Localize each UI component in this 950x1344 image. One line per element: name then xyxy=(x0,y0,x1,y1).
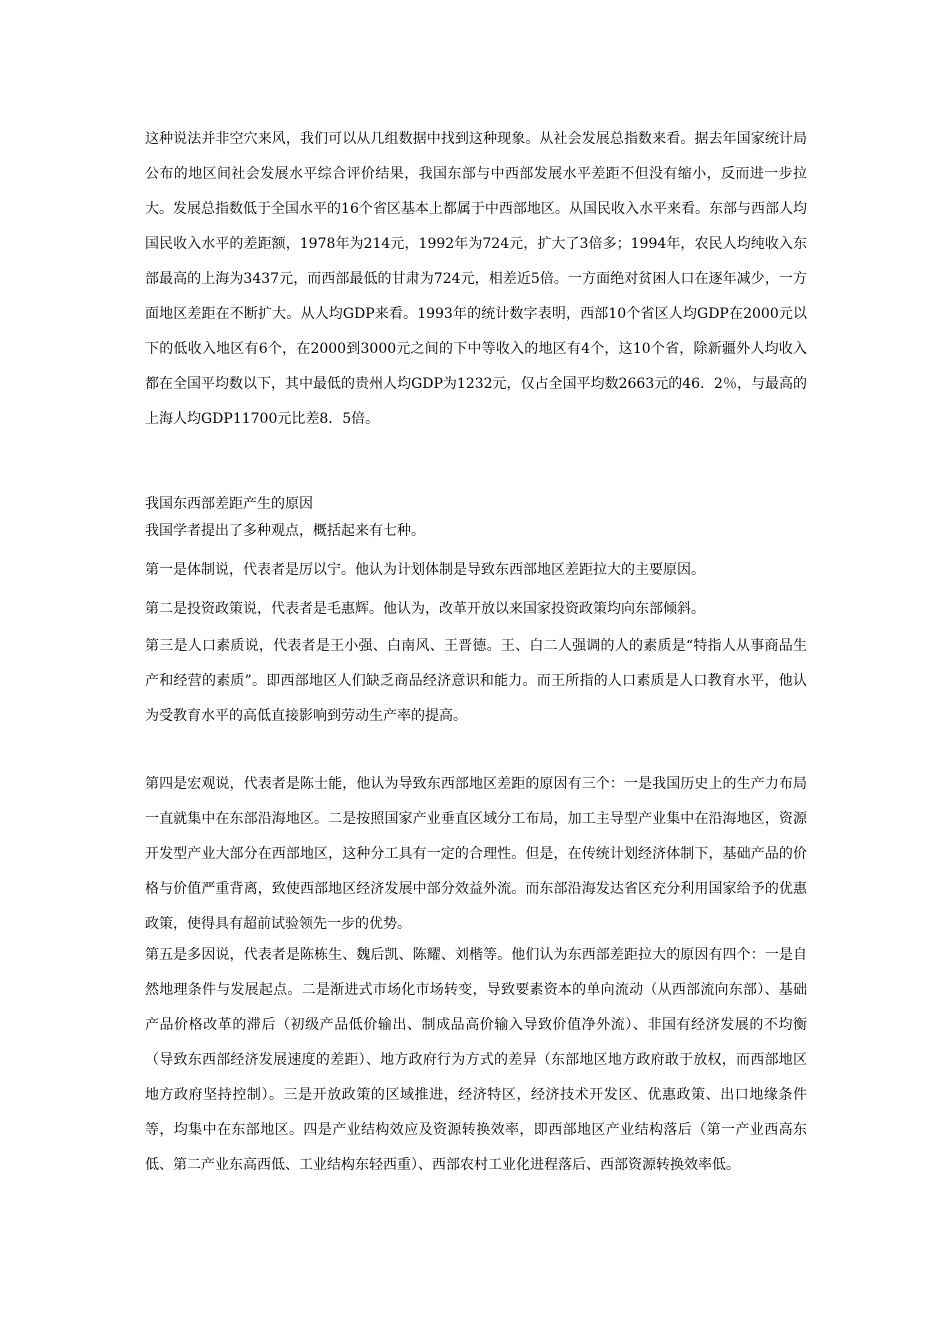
section-heading: 我国东西部差距产生的原因 xyxy=(145,496,313,512)
paragraph-statistics: 这种说法并非空穴来风，我们可以从几组数据中找到这种现象。从社会发展总指数来看。据去年国家统计局公布的地区间社会发展水平综合评价结果，我国东部与中西部发展水平差距不但没有缩小，反而进一步拉大。发展总指数低于全国水平的16个省区基本上都属于中西部地区。从国民收入水平来看。东部与西部人均国民收入水平的差距额，1978年为214元，1992年为724元，扩大了3倍多；1994年，农民人均纯收入东部最高的上海为3437元，而西部最低的甘肃为724元，相差近5倍。一方面绝对贫困人口在逐年减少，一方面地区差距在不断扩大。从人均GDP来看。1993年的统计数字表明，西部10个省区人均GDP在2000元以下的低收入地区有6个，在2000到3000元之间的下中等收入的地区有4个，这10个省，除新疆外人均收入都在全国平均数以下，其中最低的贵州人均GDP为1232元，仅占全国平均数2663元的46．2％，与最高的上海人均GDP11700元比差8．5倍。 xyxy=(145,131,807,427)
paragraph-viewpoint-4: 第四是宏观说，代表者是陈士能，他认为导致东西部地区差距的原因有三个：一是我国历史上的生产力布局一直就集中在东部沿海地区。二是按照国家产业垂直区域分工布局，加工主导型产业集中在沿海地区，资源开发型产业大部分在西部地区，这种分工具有一定的合理性。但是，在传统计划经济体制下，基础产品的价格与价值严重背离，致使西部地区经济发展中部分效益外流。而东部沿海发达省区充分利用国家给予的优惠政策，使得具有超前试验领先一步的优势。 xyxy=(145,776,807,932)
paragraph-intro: 我国学者提出了多种观点，概括起来有七种。 xyxy=(145,523,425,539)
paragraph-viewpoint-3: 第三是人口素质说，代表者是王小强、白南风、王晋德。王、白二人强调的人的素质是“特指人从事商品生产和经营的素质”。即西部地区人们缺乏商品经济意识和能力。而王所指的人口素质是人口教育水平，他认为受教育水平的高低直接影响到劳动生产率的提高。 xyxy=(145,638,807,724)
paragraph-viewpoint-2: 第二是投资政策说，代表者是毛惠辉。他认为，改革开放以来国家投资政策均向东部倾斜。 xyxy=(145,601,705,617)
paragraph-viewpoint-1: 第一是体制说，代表者是厉以宁。他认为计划体制是导致东西部地区差距拉大的主要原因。 xyxy=(145,562,705,578)
paragraph-viewpoint-5: 第五是多因说，代表者是陈栋生、魏后凯、陈耀、刘楷等。他们认为东西部差距拉大的原因有四个：一是自然地理条件与发展起点。二是渐进式市场化市场转变，导致要素资本的单向流动（从西部流向东部）、基础产品价格改革的滞后（初级产品低价输出、制成品高价输入导致价值净外流）、非国有经济发展的不均衡（导致东西部经济发展速度的差距）、地方政府行为方式的差异（东部地区地方政府敢于放权，而西部地区地方政府坚持控制）。三是开放政策的区域推进，经济特区，经济技术开发区、优惠政策、出口地缘条件等，均集中在东部地区。四是产业结构效应及资源转换效率，即西部地区产业结构落后（第一产业西高东低、第二产业东高西低、工业结构东轻西重）、西部农村工业化进程落后、西部资源转换效率低。 xyxy=(145,947,807,1173)
